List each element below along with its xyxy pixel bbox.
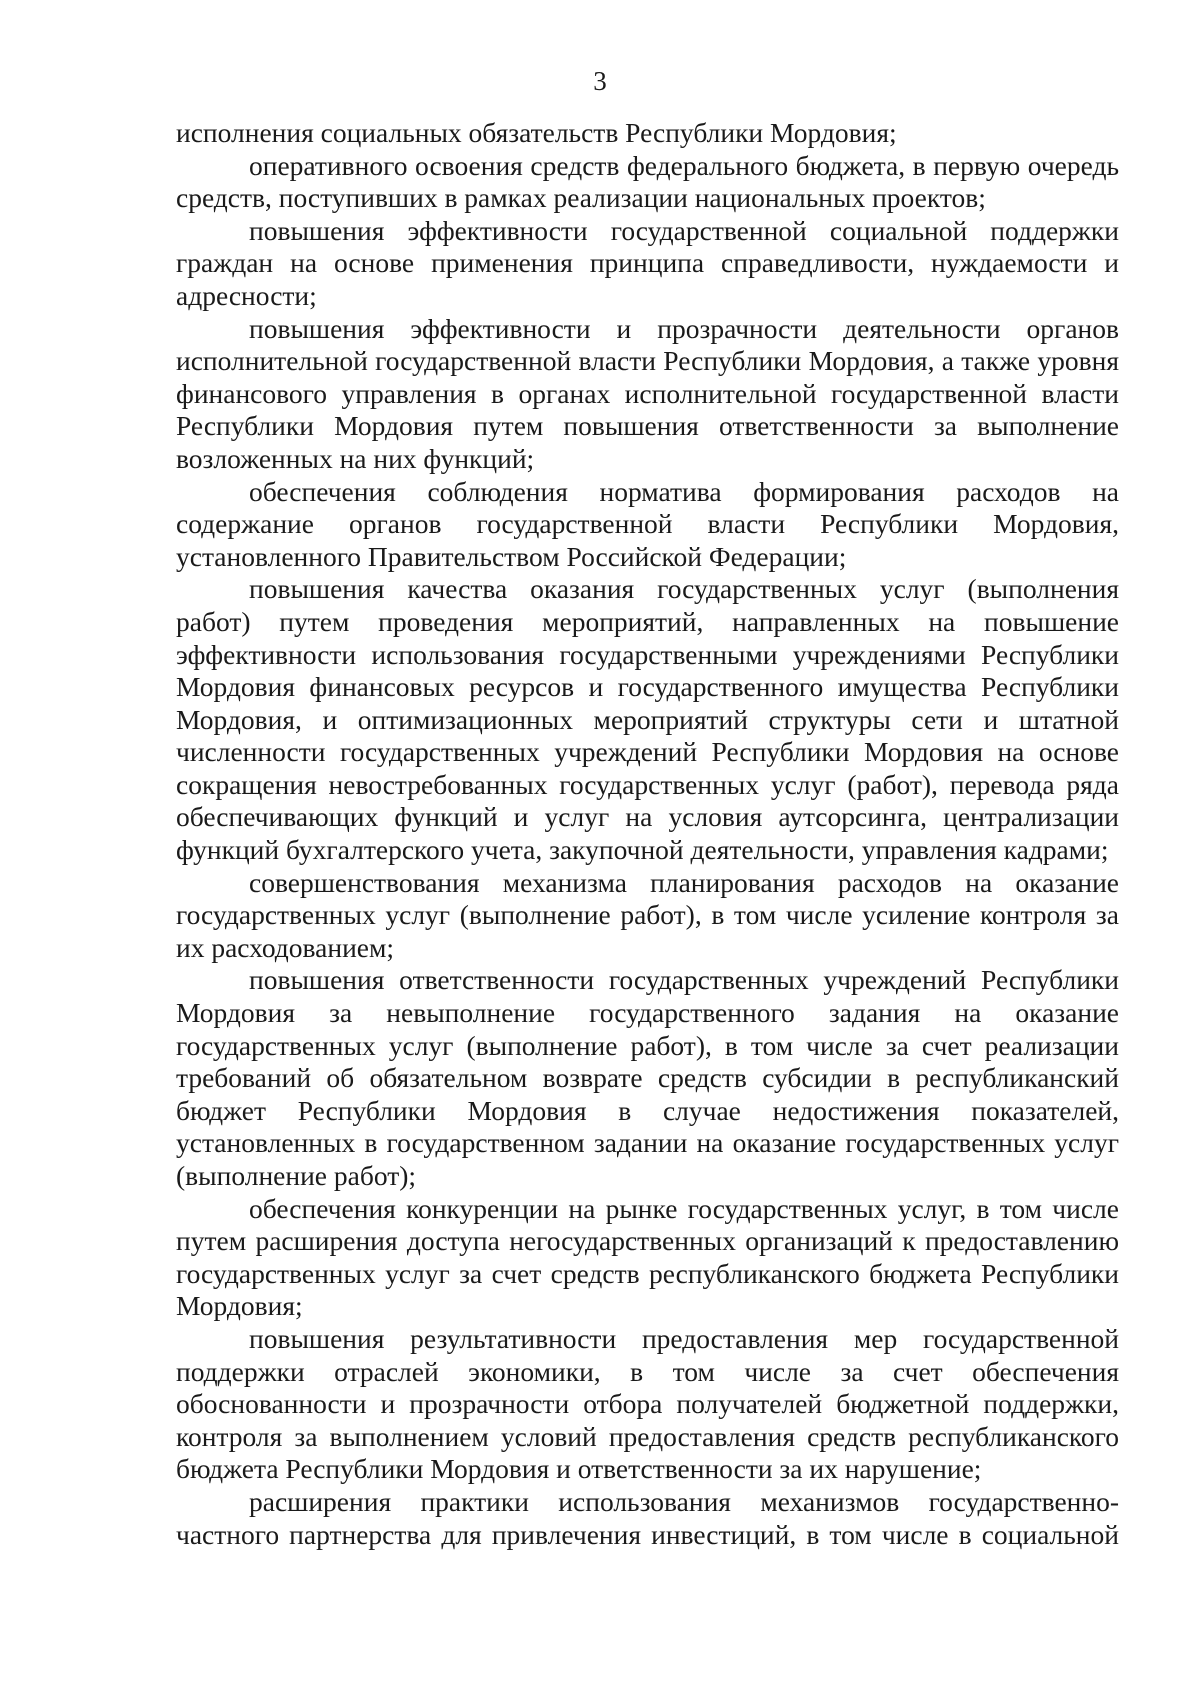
paragraph-1: исполнения социальных обязательств Республики Мордовия;	[176, 117, 897, 148]
paragraph-4: повышения эффективности и прозрачности деятельности органов исполнительной государственной власти Республики Мордовия, а также уровня финансового управления в органах исполнительной государственной власти Республики Мордовия путем повышения ответственности за выполнение возложенных на них функций;	[176, 312, 1119, 474]
paragraph-8: повышения ответственности государственных учреждений Республики Мордовия за невыполнение государственного задания на оказание государственных услуг (выполнение работ), в том числе за счет реализации требований об обязательном возврате средств субсидии в республиканский бюджет Республики Мордовия в случае недостижения показателей, установленных в государственном задании на оказание государственных услуг (выполнение работ);	[176, 964, 1119, 1191]
paragraph-11: расширения практики использования механизмов государственно-частного партнерства для привлечения инвестиций, в том числе в социальной	[176, 1485, 1119, 1550]
paragraph-9: обеспечения конкуренции на рынке государственных услуг, в том числе путем расширения доступа негосударственных организаций к предоставлению государственных услуг за счет средств республиканского бюджета Республики Мордовия;	[176, 1192, 1119, 1322]
page-number: 3	[593, 66, 607, 96]
paragraph-6: повышения качества оказания государственных услуг (выполнения работ) путем проведения мероприятий, направленных на повышение эффективности использования государственными учреждениями Республики Мордовия финансовых ресурсов и государственного имущества Республики Мордовия, и оптимизационных мероприятий структуры сети и штатной численности государственных учреждений Республики Мордовия на основе сокращения невостребованных государственных услуг (работ), перевода ряда обеспечивающих функций и услуг на условия аутсорсинга, централизации функций бухгалтерского учета, закупочной деятельности, управления кадрами;	[176, 573, 1119, 866]
paragraph-5: обеспечения соблюдения норматива формирования расходов на содержание органов государственной власти Республики Мордовия, установленного Правительством Российской Федерации;	[176, 475, 1119, 572]
paragraph-2: оперативного освоения средств федерального бюджета, в первую очередь средств, поступивших в рамках реализации национальных проектов;	[176, 149, 1119, 214]
paragraph-10: повышения результативности предоставления мер государственной поддержки отраслей экономики, в том числе за счет обеспечения обоснованности и прозрачности отбора получателей бюджетной поддержки, контроля за выполнением условий предоставления средств республиканского бюджета Республики Мордовия и ответственности за их нарушение;	[176, 1322, 1119, 1485]
document-body	[176, 117, 1119, 1551]
paragraph-7: совершенствования механизма планирования расходов на оказание государственных услуг (выполнение работ), в том числе усиление контроля за их расходованием;	[176, 866, 1119, 963]
paragraph-3: повышения эффективности государственной социальной поддержки граждан на основе применения принципа справедливости, нуждаемости и адресности;	[176, 214, 1119, 311]
